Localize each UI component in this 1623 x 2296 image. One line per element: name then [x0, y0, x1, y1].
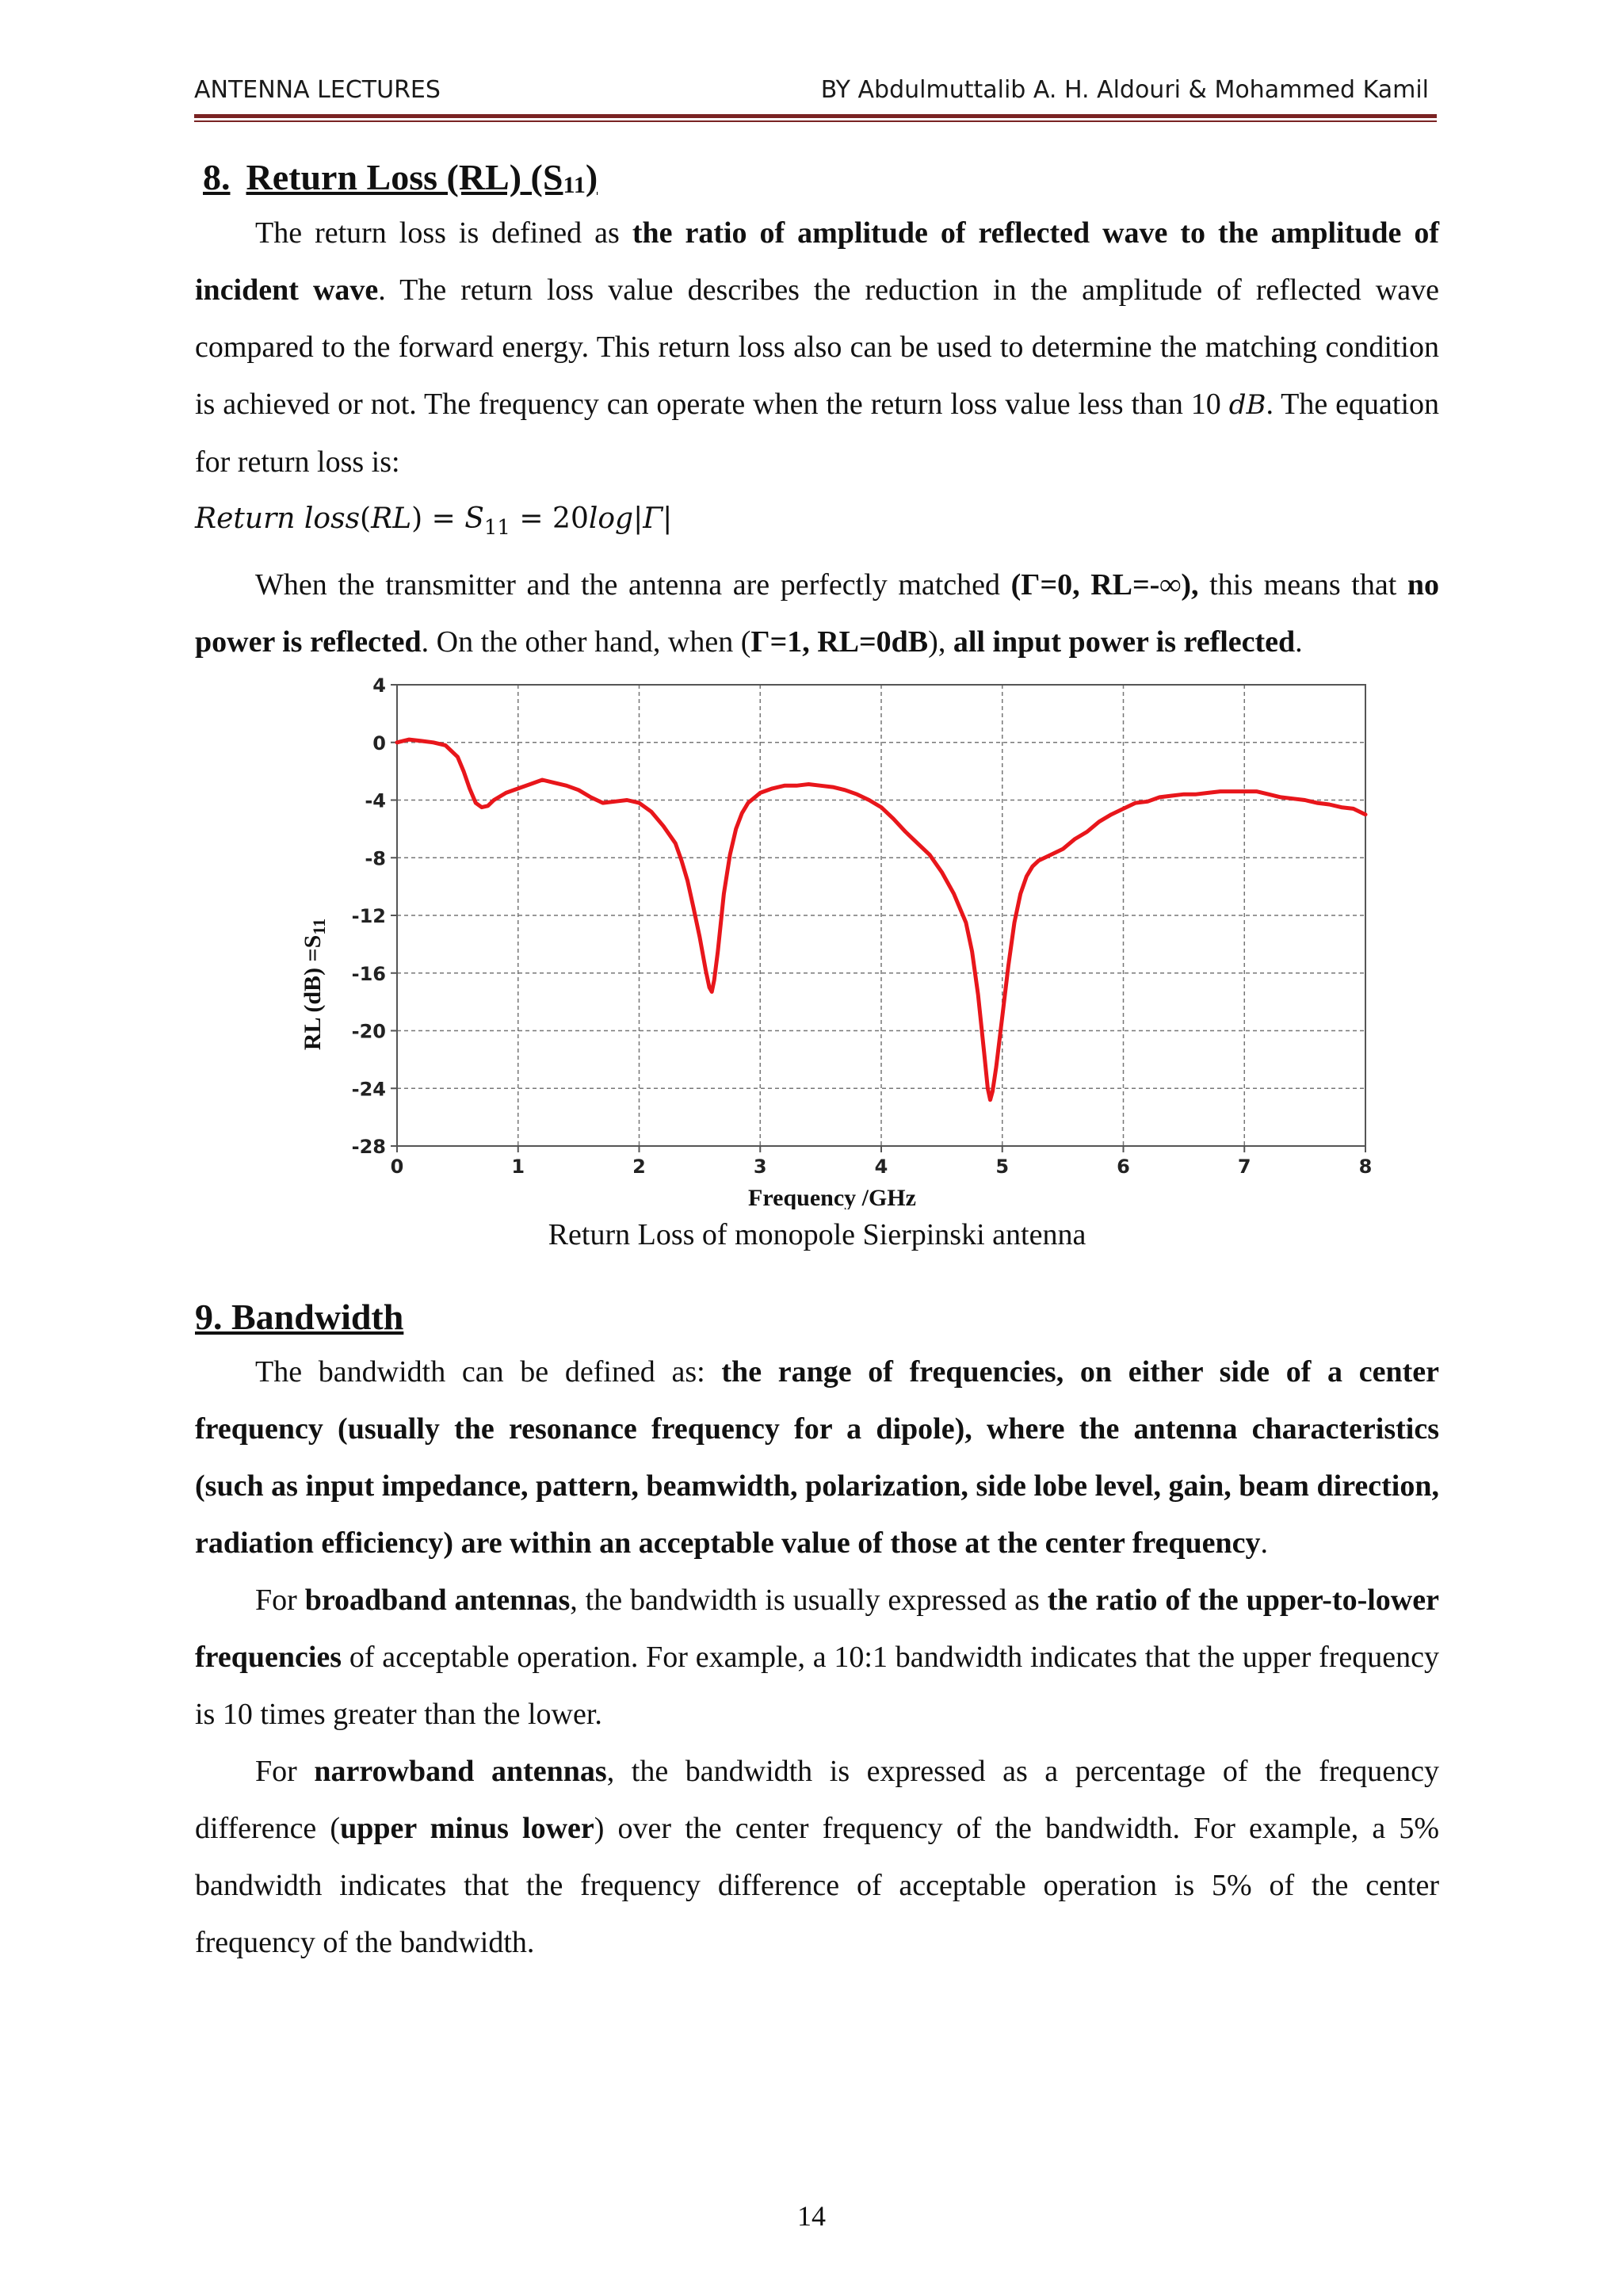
- x-tick-label: 0: [390, 1156, 404, 1179]
- text-run: . The equation for return loss is:: [195, 388, 1439, 479]
- bold-run: (Γ=0, RL=-∞),: [1010, 568, 1199, 602]
- return-loss-formula: [195, 491, 1439, 556]
- y-tick-label: 4: [372, 674, 386, 697]
- text-run: , the bandwidth is usually expressed as: [570, 1584, 1048, 1618]
- text-run: this means that: [1198, 568, 1407, 602]
- y-axis-label-sub: 11: [309, 919, 329, 935]
- y-tick-label: -4: [365, 789, 386, 812]
- y-tick-label: -28: [351, 1136, 386, 1159]
- formula-equals: =: [422, 502, 465, 535]
- section-8-number: 8.: [203, 157, 231, 197]
- x-tick-label: 7: [1237, 1156, 1251, 1179]
- formula-paren-text: RL: [371, 502, 412, 535]
- narrowband-paragraph: [195, 1743, 1439, 1971]
- section-9-number: 9.: [195, 1297, 223, 1338]
- x-tick-label: 6: [1117, 1156, 1130, 1179]
- formula-s-sub: 11: [483, 516, 510, 541]
- x-tick-label: 8: [1358, 1156, 1373, 1179]
- bold-run: Γ=1, RL=0dB: [750, 625, 929, 659]
- header-authors: BY Abdulmuttalib A. H. Aldouri & Mohammed Kamil: [820, 76, 1429, 104]
- formula-log: log: [588, 502, 634, 535]
- bold-run: all input power is reflected: [953, 625, 1296, 659]
- return-loss-chart-svg: [195, 670, 1439, 1209]
- y-tick-label: -24: [351, 1078, 386, 1101]
- y-axis-label-main: RL (dB) =S: [300, 934, 326, 1051]
- figure-caption: Return Loss of monopole Sierpinski antenna: [548, 1218, 1086, 1252]
- section-8-title: Return Loss (RL) (S: [246, 157, 563, 197]
- header-rule-thin: [194, 120, 1437, 122]
- y-tick-label: -12: [351, 905, 386, 928]
- bold-run: the ratio of the upper-to-lower frequencies: [195, 1584, 1439, 1675]
- section-9-title: Bandwidth: [231, 1297, 404, 1338]
- text-run: , the bandwidth is expressed as a percentage of the frequency difference (: [195, 1755, 1440, 1846]
- y-tick-label: -16: [351, 962, 386, 985]
- text-run: For: [255, 1755, 315, 1789]
- text-run: For: [255, 1584, 305, 1618]
- y-axis-label: [300, 919, 329, 1050]
- section-8-title-sub: 11: [563, 172, 586, 198]
- return-loss-chart: [195, 670, 1439, 1209]
- unit-run: dB: [1228, 389, 1266, 421]
- bold-run: the ratio of amplitude of reflected wave to the amplitude of incident wave: [195, 216, 1440, 307]
- text-run: ) over the center frequency of the bandwidth. For example, a 5% bandwidth indicates that the frequency difference of acceptable operation is 5% of the center frequency of the bandwidth.: [195, 1812, 1439, 1960]
- text-run: The return loss is defined as: [255, 216, 632, 250]
- y-tick-label: 0: [372, 732, 386, 755]
- y-tick-label: -20: [351, 1020, 386, 1043]
- bold-run: the range of frequencies, on either side of a center frequency (usually the resonance frequency for a dipole), where the antenna characteristics (such as input impedance, pattern, beamwidth, polarization, side lobe level, gain, beam direction, radiation efficiency) are within an acceptable value of those at the center frequency: [195, 1355, 1439, 1561]
- section-9-heading: [195, 1295, 1439, 1339]
- section-8-heading: [195, 155, 1439, 200]
- y-tick-labels: [352, 674, 397, 1158]
- text-run: ),: [928, 625, 953, 659]
- matched-condition-paragraph: [195, 556, 1439, 670]
- bold-run: no power is reflected: [195, 568, 1440, 659]
- header-rule: [194, 114, 1437, 118]
- formula-twenty: = 20: [510, 502, 589, 535]
- x-tick-label: 4: [874, 1156, 888, 1179]
- broadband-paragraph: [195, 1572, 1439, 1743]
- return-loss-definition: [195, 204, 1439, 491]
- bold-run: narrowband antennas: [314, 1755, 607, 1789]
- section-8-title-close: ): [585, 157, 598, 197]
- x-tick-labels: [391, 1146, 1373, 1178]
- y-tick-label: -8: [365, 847, 386, 870]
- text-run: The bandwidth can be defined as:: [255, 1355, 722, 1389]
- text-run: When the transmitter and the antenna are perfectly matched: [255, 568, 1011, 602]
- formula-gamma: |Γ|: [633, 502, 673, 535]
- x-tick-label: 5: [995, 1156, 1010, 1179]
- page-header: [194, 76, 1429, 104]
- text-run: . On the other hand, when (: [421, 625, 751, 659]
- bold-run: broadband antennas: [304, 1584, 571, 1618]
- x-tick-label: 3: [753, 1156, 767, 1179]
- text-run: .: [1260, 1526, 1269, 1561]
- x-tick-label: 1: [511, 1156, 525, 1179]
- page-content: [195, 155, 1439, 1971]
- bold-run: upper minus lower: [340, 1812, 594, 1846]
- text-run: . The return loss value describes the reduction in the amplitude of reflected wave compared to the forward energy. This return loss also can be used to determine the matching condition is achieved or not. The frequency can operate when the return loss value less than 10: [195, 273, 1439, 421]
- bandwidth-definition: [195, 1343, 1439, 1572]
- header-course-title: ANTENNA LECTURES: [194, 76, 441, 104]
- formula-paren: (RL): [360, 502, 423, 535]
- page-number: 14: [797, 2200, 826, 2232]
- x-axis-label: Frequency /GHz: [748, 1185, 916, 1210]
- x-tick-label: 2: [632, 1156, 646, 1179]
- chart-grid: [397, 685, 1365, 1146]
- formula-s: S: [464, 502, 484, 535]
- text-run: .: [1295, 625, 1303, 659]
- text-run: of acceptable operation. For example, a 10:1 bandwidth indicates that the upper frequency is 10 times greater than the lower.: [195, 1641, 1439, 1732]
- formula-lhs: Return loss: [195, 502, 361, 535]
